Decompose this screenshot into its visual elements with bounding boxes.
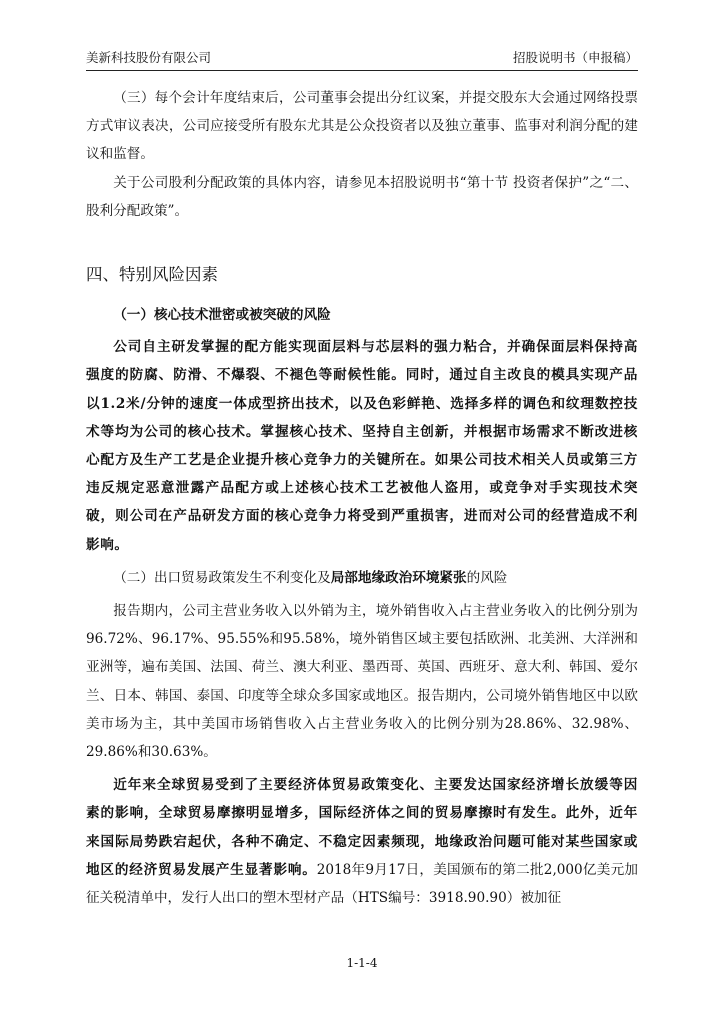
- risk1-heading: （一）核心技术泄密或被突破的风险: [113, 307, 331, 324]
- header-document-title: 招股说明书（申报稿）: [512, 50, 638, 65]
- page-number: 1-1-4: [346, 956, 378, 970]
- header-company-name: 美新科技股份有限公司: [86, 50, 212, 65]
- risk1-paragraph: 公司自主研发掌握的配方能实现面层料与芯层料的强力粘合，并确保面层料保持高强度的防腐、防滑、不爆裂、不褪色等耐候性能。同时，通过自主改良的模具实现产品以1.2米/分钟的速度一体成型挤出技术，以及色彩鲜艳、选择多样的调色和纹理数控技术等均为公司的核心技术。掌握核心技术、坚持自主创新，并根据市场需求不断改进核心配方及生产工艺是企业提升核心竞争力的关键所在。如果公司技术相关人员或第三方违反规定恶意泄露产品配方或上述核心技术工艺被他人盗用，或竞争对手实现技术突破，则公司在产品研发方面的核心竞争力将受到严重损害，进而对公司的经营造成不利影响。: [86, 339, 638, 553]
- section-heading-special-risks: 四、特别风险因素: [86, 265, 218, 285]
- risk2-heading: [86, 564, 638, 592]
- risk2-trade-policy-emphasis: 近年来全球贸易受到了主要经济体贸易政策变化、主要发达国家经济增长放缓等因素的影响，全球贸易摩擦明显增多，国际经济体之间的贸易摩擦时有发生。此外，近年来国际局势跌宕起伏，各种不确定、不稳定因素频现，地缘政治问题可能对某些国家或地区的经济贸易发展产生显著影响。: [86, 777, 638, 878]
- risk2-heading-part1: （二）出口贸易政策发生不利变化及: [113, 569, 331, 586]
- dividend-reference-paragraph: 关于公司股利分配政策的具体内容，请参见本招股说明书“第十节 投资者保护”之“二、股利分配政策”。: [86, 174, 638, 219]
- dividend-clause-paragraph: （三）每个会计年度结束后，公司董事会提出分红议案，并提交股东大会通过网络投票方式审议表决，公司应接受所有股东尤其是公众投资者以及独立董事、监事对利润分配的建议和监督。: [86, 90, 638, 163]
- risk2-heading-emphasis: 局部地缘政治环境紧张: [330, 569, 467, 586]
- risk2-paragraph-trade-policy: [86, 771, 638, 912]
- page-content: [86, 84, 638, 912]
- risk2-paragraph-export-share: 报告期内，公司主营业务收入以外销为主，境外销售收入占主营业务收入的比例分别为96.72%、96.17%、95.55%和95.58%，境外销售区域主要包括欧洲、北美洲、大洋洲和亚洲等，遍布美国、法国、荷兰、澳大利亚、墨西哥、英国、西班牙、意大利、韩国、爱尔兰、日本、韩国、泰国、印度等全球众多国家或地区。报告期内，公司境外销售地区中以欧美市场为主，其中美国市场销售收入占主营业务收入的比例分别为28.86%、32.98%、29.86%和30.63%。: [86, 603, 638, 761]
- risk2-heading-part3: 的风险: [466, 569, 508, 586]
- risk2-trade-policy-detail: 2018年9月17日，美国颁布的第二批2,000亿美元加征关税清单中，发行人出口的塑木型材产品（HTS编号：3918.90.90）被加征: [86, 861, 638, 907]
- page-header: [86, 48, 638, 71]
